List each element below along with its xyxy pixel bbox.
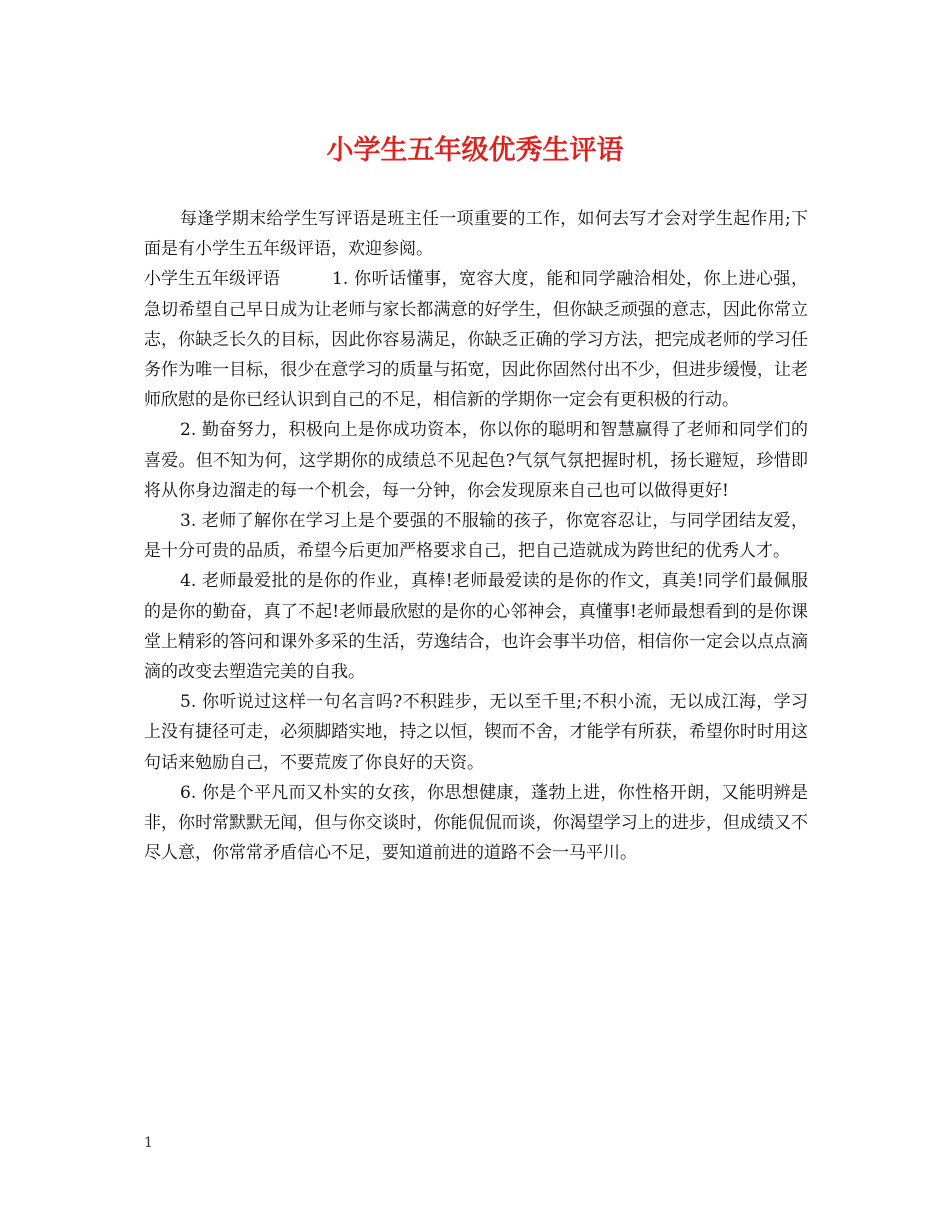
item-paragraph-2 xyxy=(144,415,808,506)
item-number: 6. xyxy=(180,782,197,803)
page-number: 1 xyxy=(144,1135,153,1151)
intro-paragraph: 每逢学期末给学生写评语是班主任一项重要的工作，如何去写才会对学生起作用;下面是有小学生五年级评语，欢迎参阅。 xyxy=(144,209,808,260)
document-body xyxy=(144,204,808,868)
document-title: 小学生五年级优秀生评语 xyxy=(326,135,624,166)
item-text: 你听说过这样一句名言吗?不积跬步，无以至千里;不积小流，无以成江海，学习上没有捷径可走，必须脚踏实地，持之以恒，锲而不舍，才能学有所获，希望你时时用这句话来勉励自己，不要荒废了你良好的天资。 xyxy=(144,692,808,773)
item-number: 3. xyxy=(180,511,197,532)
item-paragraph-1 xyxy=(144,264,808,415)
item-number: 1. xyxy=(332,269,349,290)
item-text: 老师最爱批的是你的作业，真棒!老师最爱读的是你的作文，真美!同学们最佩服的是你的勤奋，真了不起!老师最欣慰的是你的心邻神会，真懂事!老师最想看到的是你课堂上精彩的答问和课外多采的生活，劳逸结合，也许会事半功倍，相信你一定会以点点滴滴的改变去塑造完美的自我。 xyxy=(144,571,808,683)
item-text: 你听话懂事，宽容大度，能和同学融洽相处，你上进心强，急切希望自己早日成为让老师与家长都满意的好学生，但你缺乏顽强的意志，因此你常立志，你缺乏长久的目标，因此你容易满足，你缺乏正确的学习方法，把完成老师的学习任务作为唯一目标，很少在意学习的质量与拓宽，因此你固然付出不少，但进步缓慢，让老师欣慰的是你已经认识到自己的不足，相信新的学期你一定会有更积极的行动。 xyxy=(144,269,809,411)
item-text: 老师了解你在学习上是个要强的不服输的孩子，你宽容忍让，与同学团结友爱，是十分可贵的品质，希望今后更加严格要求自己，把自己造就成为跨世纪的优秀人才。 xyxy=(144,511,809,562)
item-paragraph-5 xyxy=(144,687,808,778)
item-text: 你是个平凡而又朴实的女孩，你思想健康，蓬勃上进，你性格开朗，又能明辨是非，你时常默默无闻，但与你交谈时，你能侃侃而谈，你渴望学习上的进步，但成绩又不尽人意，你常常矛盾信心不足，要知道前进的道路不会一马平川。 xyxy=(144,782,809,864)
item-number: 2. xyxy=(180,420,197,441)
item-paragraph-6 xyxy=(144,778,808,869)
item-paragraph-3 xyxy=(144,506,808,566)
item-text: 勤奋努力，积极向上是你成功资本，你以你的聪明和智慧赢得了老师和同学们的喜爱。但不知为何，这学期你的成绩总不见起色?气氛气氛把握时机，扬长避短，珍惜即将从你身边溜走的每一个机会，每一分钟，你会发现原来自己也可以做得更好! xyxy=(144,420,809,501)
item-number: 4. xyxy=(180,571,197,592)
item-paragraph-4 xyxy=(144,566,808,687)
section-label: 小学生五年级评语 xyxy=(144,269,280,290)
item-number: 5. xyxy=(180,692,197,713)
